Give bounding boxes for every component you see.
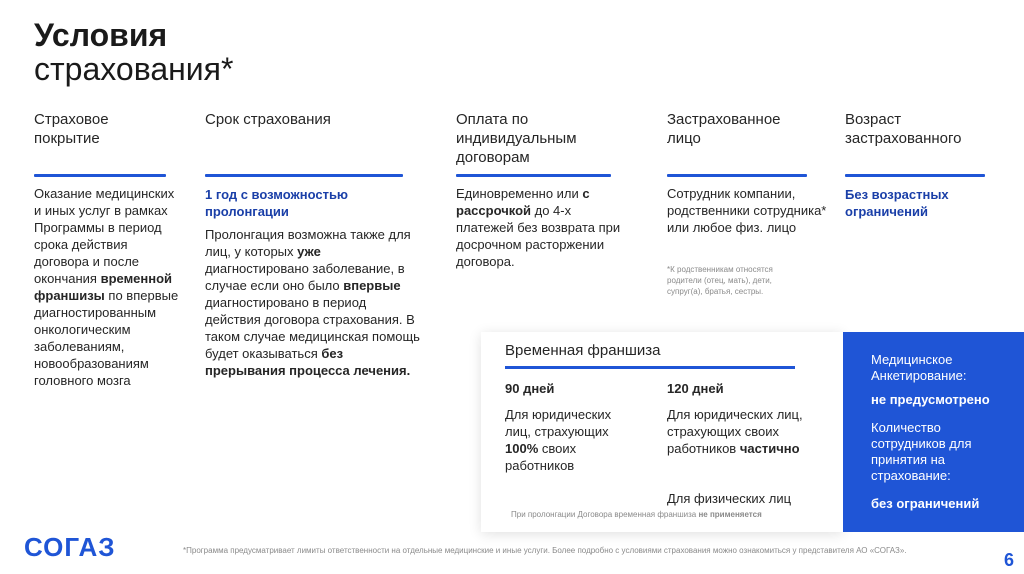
page-title <box>34 18 233 86</box>
questionnaire-label: Медицинское Анкетирование: <box>871 352 967 383</box>
text-run: Единовременно или <box>456 186 583 201</box>
column-rule <box>845 174 985 177</box>
column-heading: Страховое покрытие <box>34 111 109 147</box>
bold-text-run: без прерывания процесса лечения. <box>205 346 411 378</box>
text-run: Пролонгация возможна также для лиц, у которых <box>205 227 411 259</box>
column-age <box>845 110 1015 170</box>
franchise-rule <box>505 366 795 369</box>
term-text <box>205 226 420 379</box>
text-run: Для юридических лиц, страхующих своих работников <box>667 407 803 456</box>
column-heading: Возраст застрахованного <box>845 111 962 147</box>
employees-label: Количество сотрудников для принятия на страхование: <box>871 420 972 483</box>
coverage-text <box>34 185 184 389</box>
franchise-title: Временная франшиза <box>505 342 661 359</box>
text-run: диагностировано в период действия договора страхования. В таком случае медицинская помощь будет оказываться <box>205 295 420 361</box>
franchise-120-text <box>667 406 807 457</box>
column-rule <box>456 174 611 177</box>
bold-text-run: с рассрочкой <box>456 186 590 218</box>
payment-text <box>456 185 631 270</box>
franchise-footnote-text: При пролонгации Договора временная франшиза <box>511 510 699 519</box>
relatives-note: *К родственникам относятся родители (отец, мать), дети, супруг(а), братья, сестры. <box>667 265 773 296</box>
term-highlight: 1 год с возможностью пролонгации <box>205 187 349 219</box>
column-heading: Срок страхования <box>205 111 331 128</box>
logo-text: СОГАЗ <box>24 532 116 562</box>
franchise-90-text <box>505 406 635 474</box>
text-run: по впервые диагностированным онкологическим заболеваниям, новообразованиям головного мозга <box>34 288 179 388</box>
column-insured <box>667 110 817 170</box>
footnote: *Программа предусматривает лимиты ответственности на отдельные медицинские и иные услуги. Более подробно с условиями страхования можно ознакомиться у представителя АО «СОГАЗ». <box>183 546 907 555</box>
employees-value: без ограничений <box>871 496 980 511</box>
text-run: Для юридических лиц, страхующих <box>505 407 612 439</box>
franchise-card <box>481 332 843 532</box>
franchise-individuals: Для физических лиц <box>667 491 792 506</box>
column-heading: Оплата по индивидуальным договорам <box>456 111 577 166</box>
bold-text-run: впервые <box>343 278 401 293</box>
bold-text-run: 100% <box>505 441 539 456</box>
text-run: до 4-х платежей без возврата при досрочном расторжении договора. <box>456 203 621 269</box>
side-panel <box>843 332 1024 532</box>
column-term <box>205 110 385 170</box>
age-highlight: Без возрастных ограничений <box>845 187 949 219</box>
bold-text-run: уже <box>297 244 321 259</box>
franchise-90-days: 90 дней <box>505 381 555 396</box>
franchise-footnote <box>511 510 762 519</box>
page-number: 6 <box>1003 550 1014 570</box>
bold-text-run: временной франшизы <box>34 271 173 303</box>
franchise-footnote-bold: не применяется <box>698 510 762 519</box>
column-coverage <box>34 110 164 170</box>
text-run: диагностировано заболевание, в случае если оно было <box>205 261 405 293</box>
text-run: своих работников <box>505 441 577 473</box>
column-payment <box>456 110 626 170</box>
title-line-1: Условия <box>34 17 168 53</box>
column-heading: Застрахованное лицо <box>667 111 781 147</box>
column-rule <box>205 174 403 177</box>
questionnaire-value: не предусмотрено <box>871 392 990 407</box>
column-rule <box>34 174 166 177</box>
sogaz-logo <box>24 532 116 563</box>
text-run: Оказание медицинских и иных услуг в рамках Программы в период срока действия договора и после окончания <box>34 186 175 286</box>
insured-text <box>667 185 827 236</box>
title-line-2: страхования* <box>34 51 234 87</box>
text-run: Сотрудник компании, родственники сотрудника* или любое физ. лицо <box>667 186 827 235</box>
franchise-120-days: 120 дней <box>667 381 724 396</box>
bold-text-run: частично <box>739 441 800 456</box>
column-rule <box>667 174 807 177</box>
